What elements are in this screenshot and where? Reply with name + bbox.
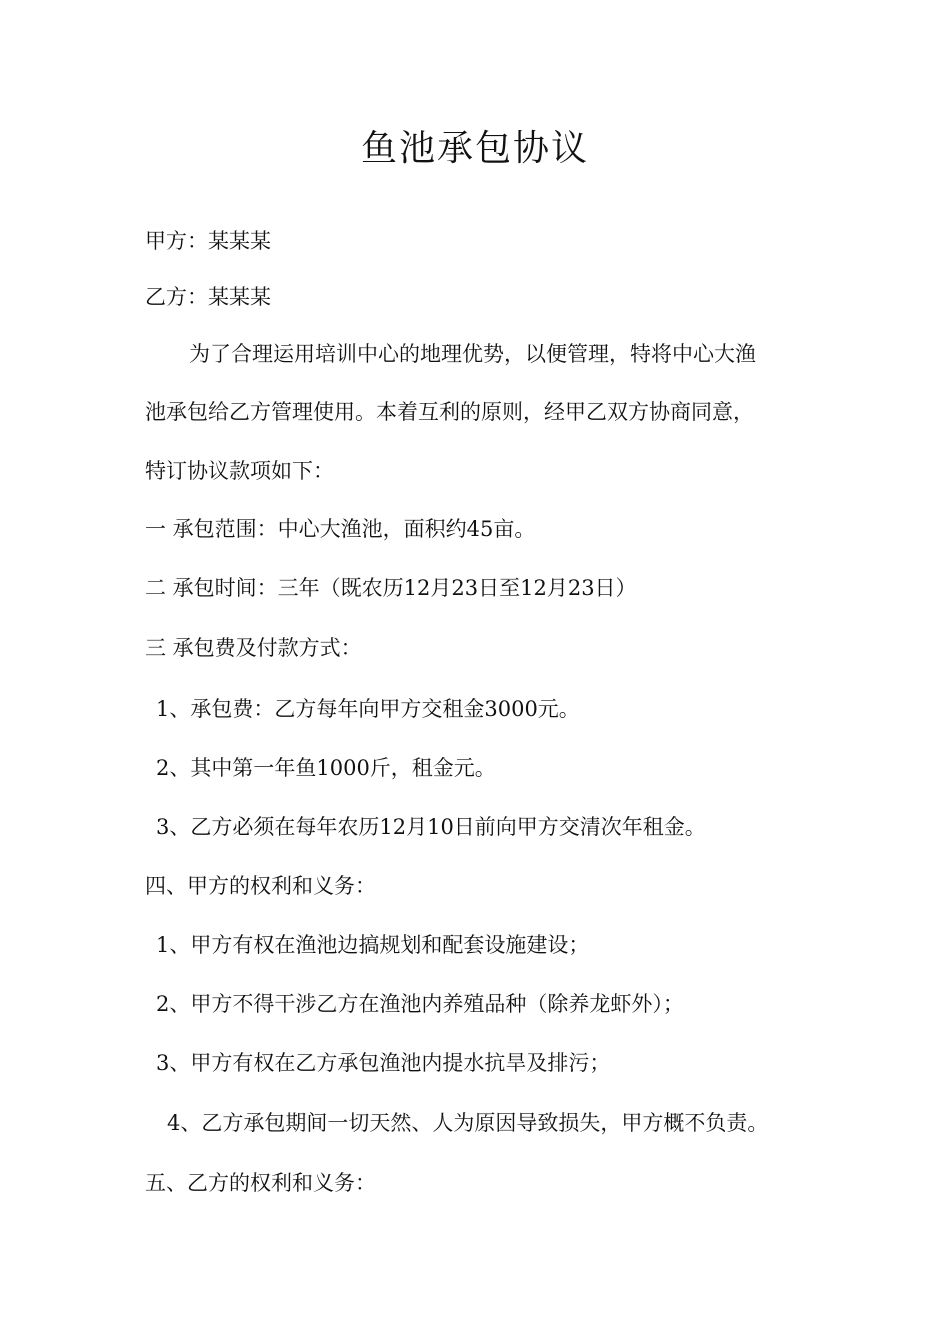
preamble-line-3: 特订协议款项如下： — [145, 459, 334, 483]
clause-4-item-2: 2、甲方不得干涉乙方在渔池内养殖品种（除养龙虾外）； — [156, 992, 684, 1016]
preamble-line-2: 池承包给乙方管理使用。本着互利的原则，经甲乙双方协商同意， — [145, 400, 754, 424]
clause-3-item-3: 3、乙方必须在每年农历12月10日前向甲方交清次年租金。 — [156, 815, 706, 839]
party-b-line: 乙方：某某某 — [145, 285, 271, 309]
clause-3-item-1: 1、承包费：乙方每年向甲方交租金3000元。 — [156, 697, 580, 721]
clause-3-heading: 三 承包费及付款方式： — [145, 636, 362, 660]
party-a-line: 甲方：某某某 — [145, 229, 271, 253]
clause-5-heading: 五、乙方的权利和义务： — [145, 1171, 376, 1195]
clause-4-item-3: 3、甲方有权在乙方承包渔池内提水抗旱及排污； — [156, 1051, 611, 1075]
document-title: 鱼池承包协议 — [360, 128, 589, 169]
clause-2-term: 二 承包时间：三年（既农历12月23日至12月23日） — [145, 576, 637, 600]
clause-3-item-2: 2、其中第一年鱼1000斤，租金元。 — [156, 756, 496, 780]
clause-1-scope: 一 承包范围：中心大渔池，面积约45亩。 — [145, 517, 536, 541]
clause-4-item-4: 4、乙方承包期间一切天然、人为原因导致损失，甲方概不负责。 — [167, 1111, 769, 1135]
clause-4-heading: 四、甲方的权利和义务： — [145, 874, 376, 898]
preamble-line-1: 为了合理运用培训中心的地理优势，以便管理，特将中心大渔 — [189, 342, 756, 366]
clause-4-item-1: 1、甲方有权在渔池边搞规划和配套设施建设； — [156, 933, 590, 957]
